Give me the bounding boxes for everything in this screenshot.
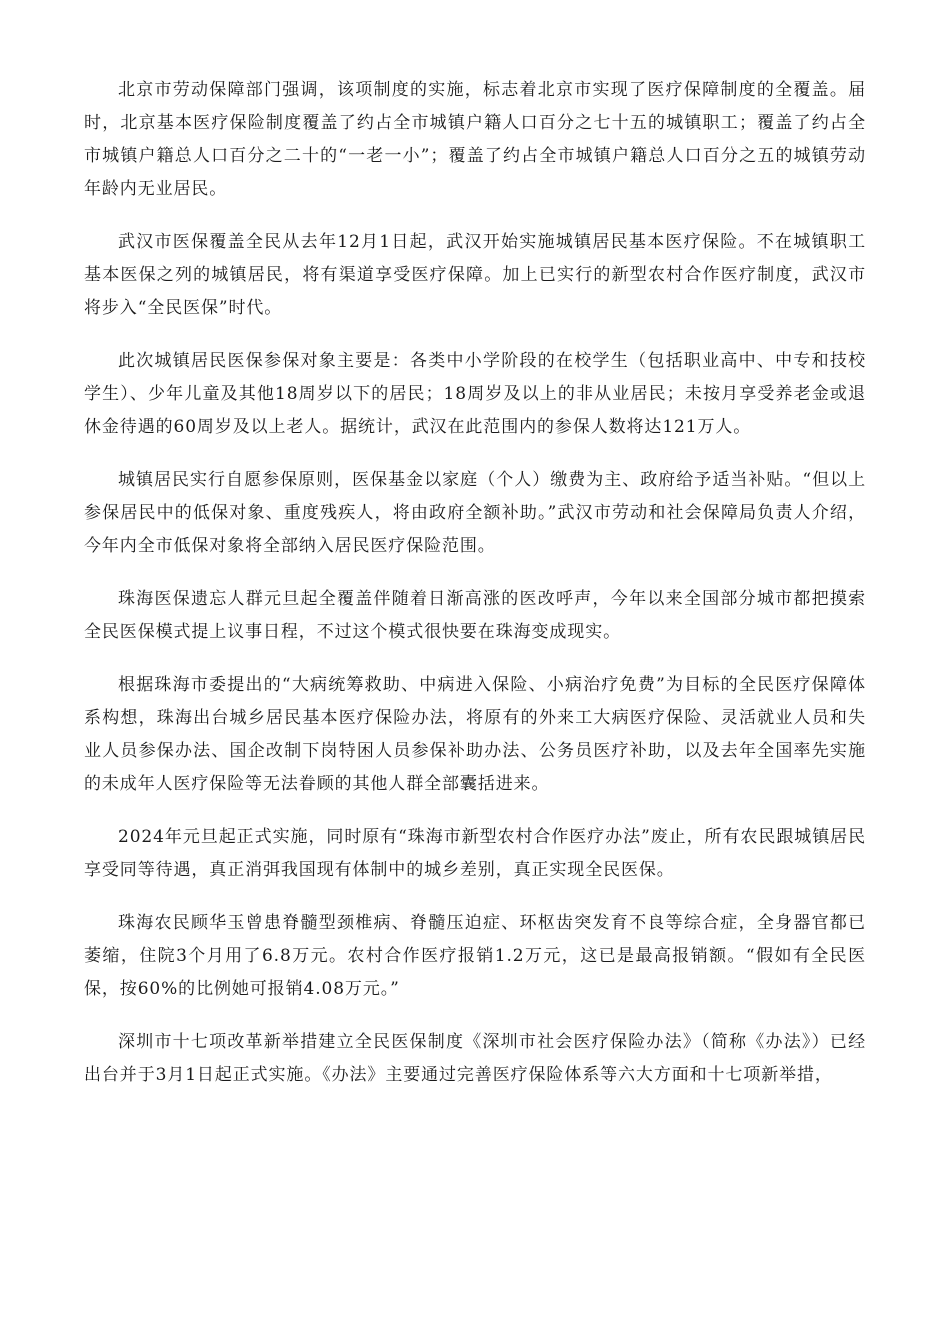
- paragraph-wuhan-coverage: 武汉市医保覆盖全民从去年12月1日起，武汉开始实施城镇居民基本医疗保险。不在城镇职工基本医保之列的城镇居民，将有渠道享受医疗保障。加上已实行的新型农村合作医疗制度，武汉市将步入“全民医保”时代。: [84, 232, 866, 318]
- document-body: [84, 74, 866, 1112]
- paragraph-wuhan-eligibility: 此次城镇居民医保参保对象主要是：各类中小学阶段的在校学生（包括职业高中、中专和技校学生）、少年儿童及其他18周岁以下的居民；18周岁及以上的非从业居民；未按月享受养老金或退休金待遇的60周岁及以上老人。据统计，武汉在此范围内的参保人数将达121万人。: [84, 351, 866, 437]
- paragraph-shenzhen-reform: 深圳市十七项改革新举措建立全民医保制度《深圳市社会医疗保险办法》（简称《办法》）已经出台并于3月1日起正式实施。《办法》主要通过完善医疗保险体系等六大方面和十七项新举措，: [84, 1032, 866, 1085]
- paragraph-wuhan-funding: 城镇居民实行自愿参保原则，医保基金以家庭（个人）缴费为主、政府给予适当补贴。“但以上参保居民中的低保对象、重度残疾人，将由政府全额补助。”武汉市劳动和社会保障局负责人介绍，今年内全市低保对象将全部纳入居民医疗保险范围。: [84, 470, 866, 556]
- paragraph-zhuhai-plan: 根据珠海市委提出的“大病统筹救助、中病进入保险、小病治疗免费”为目标的全民医疗保障体系构想，珠海出台城乡居民基本医疗保险办法，将原有的外来工大病医疗保险、灵活就业人员和失业人员参保办法、国企改制下岗特困人员参保补助办法、公务员医疗补助，以及去年全国率先实施的未成年人医疗保险等无法眷顾的其他人群全部囊括进来。: [84, 675, 866, 794]
- paragraph-beijing-coverage: 北京市劳动保障部门强调，该项制度的实施，标志着北京市实现了医疗保障制度的全覆盖。届时，北京基本医疗保险制度覆盖了约占全市城镇户籍人口百分之七十五的城镇职工；覆盖了约占全市城镇户籍总人口百分之二十的“一老一小”；覆盖了约占全市城镇户籍总人口百分之五的城镇劳动年龄内无业居民。: [84, 80, 866, 199]
- paragraph-zhuhai-implementation: 2024年元旦起正式实施，同时原有“珠海市新型农村合作医疗办法”废止，所有农民跟城镇居民享受同等待遇，真正消弭我国现有体制中的城乡差别，真正实现全民医保。: [84, 827, 866, 880]
- paragraph-zhuhai-case: 珠海农民顾华玉曾患脊髓型颈椎病、脊髓压迫症、环枢齿突发育不良等综合症，全身器官都已萎缩，住院3个月用了6.8万元。农村合作医疗报销1.2万元，这已是最高报销额。“假如有全民医保，按60%的比例她可报销4.08万元。”: [84, 913, 866, 999]
- paragraph-zhuhai-intro: 珠海医保遗忘人群元旦起全覆盖伴随着日渐高涨的医改呼声，今年以来全国部分城市都把摸索全民医保模式提上议事日程，不过这个模式很快要在珠海变成现实。: [84, 589, 866, 642]
